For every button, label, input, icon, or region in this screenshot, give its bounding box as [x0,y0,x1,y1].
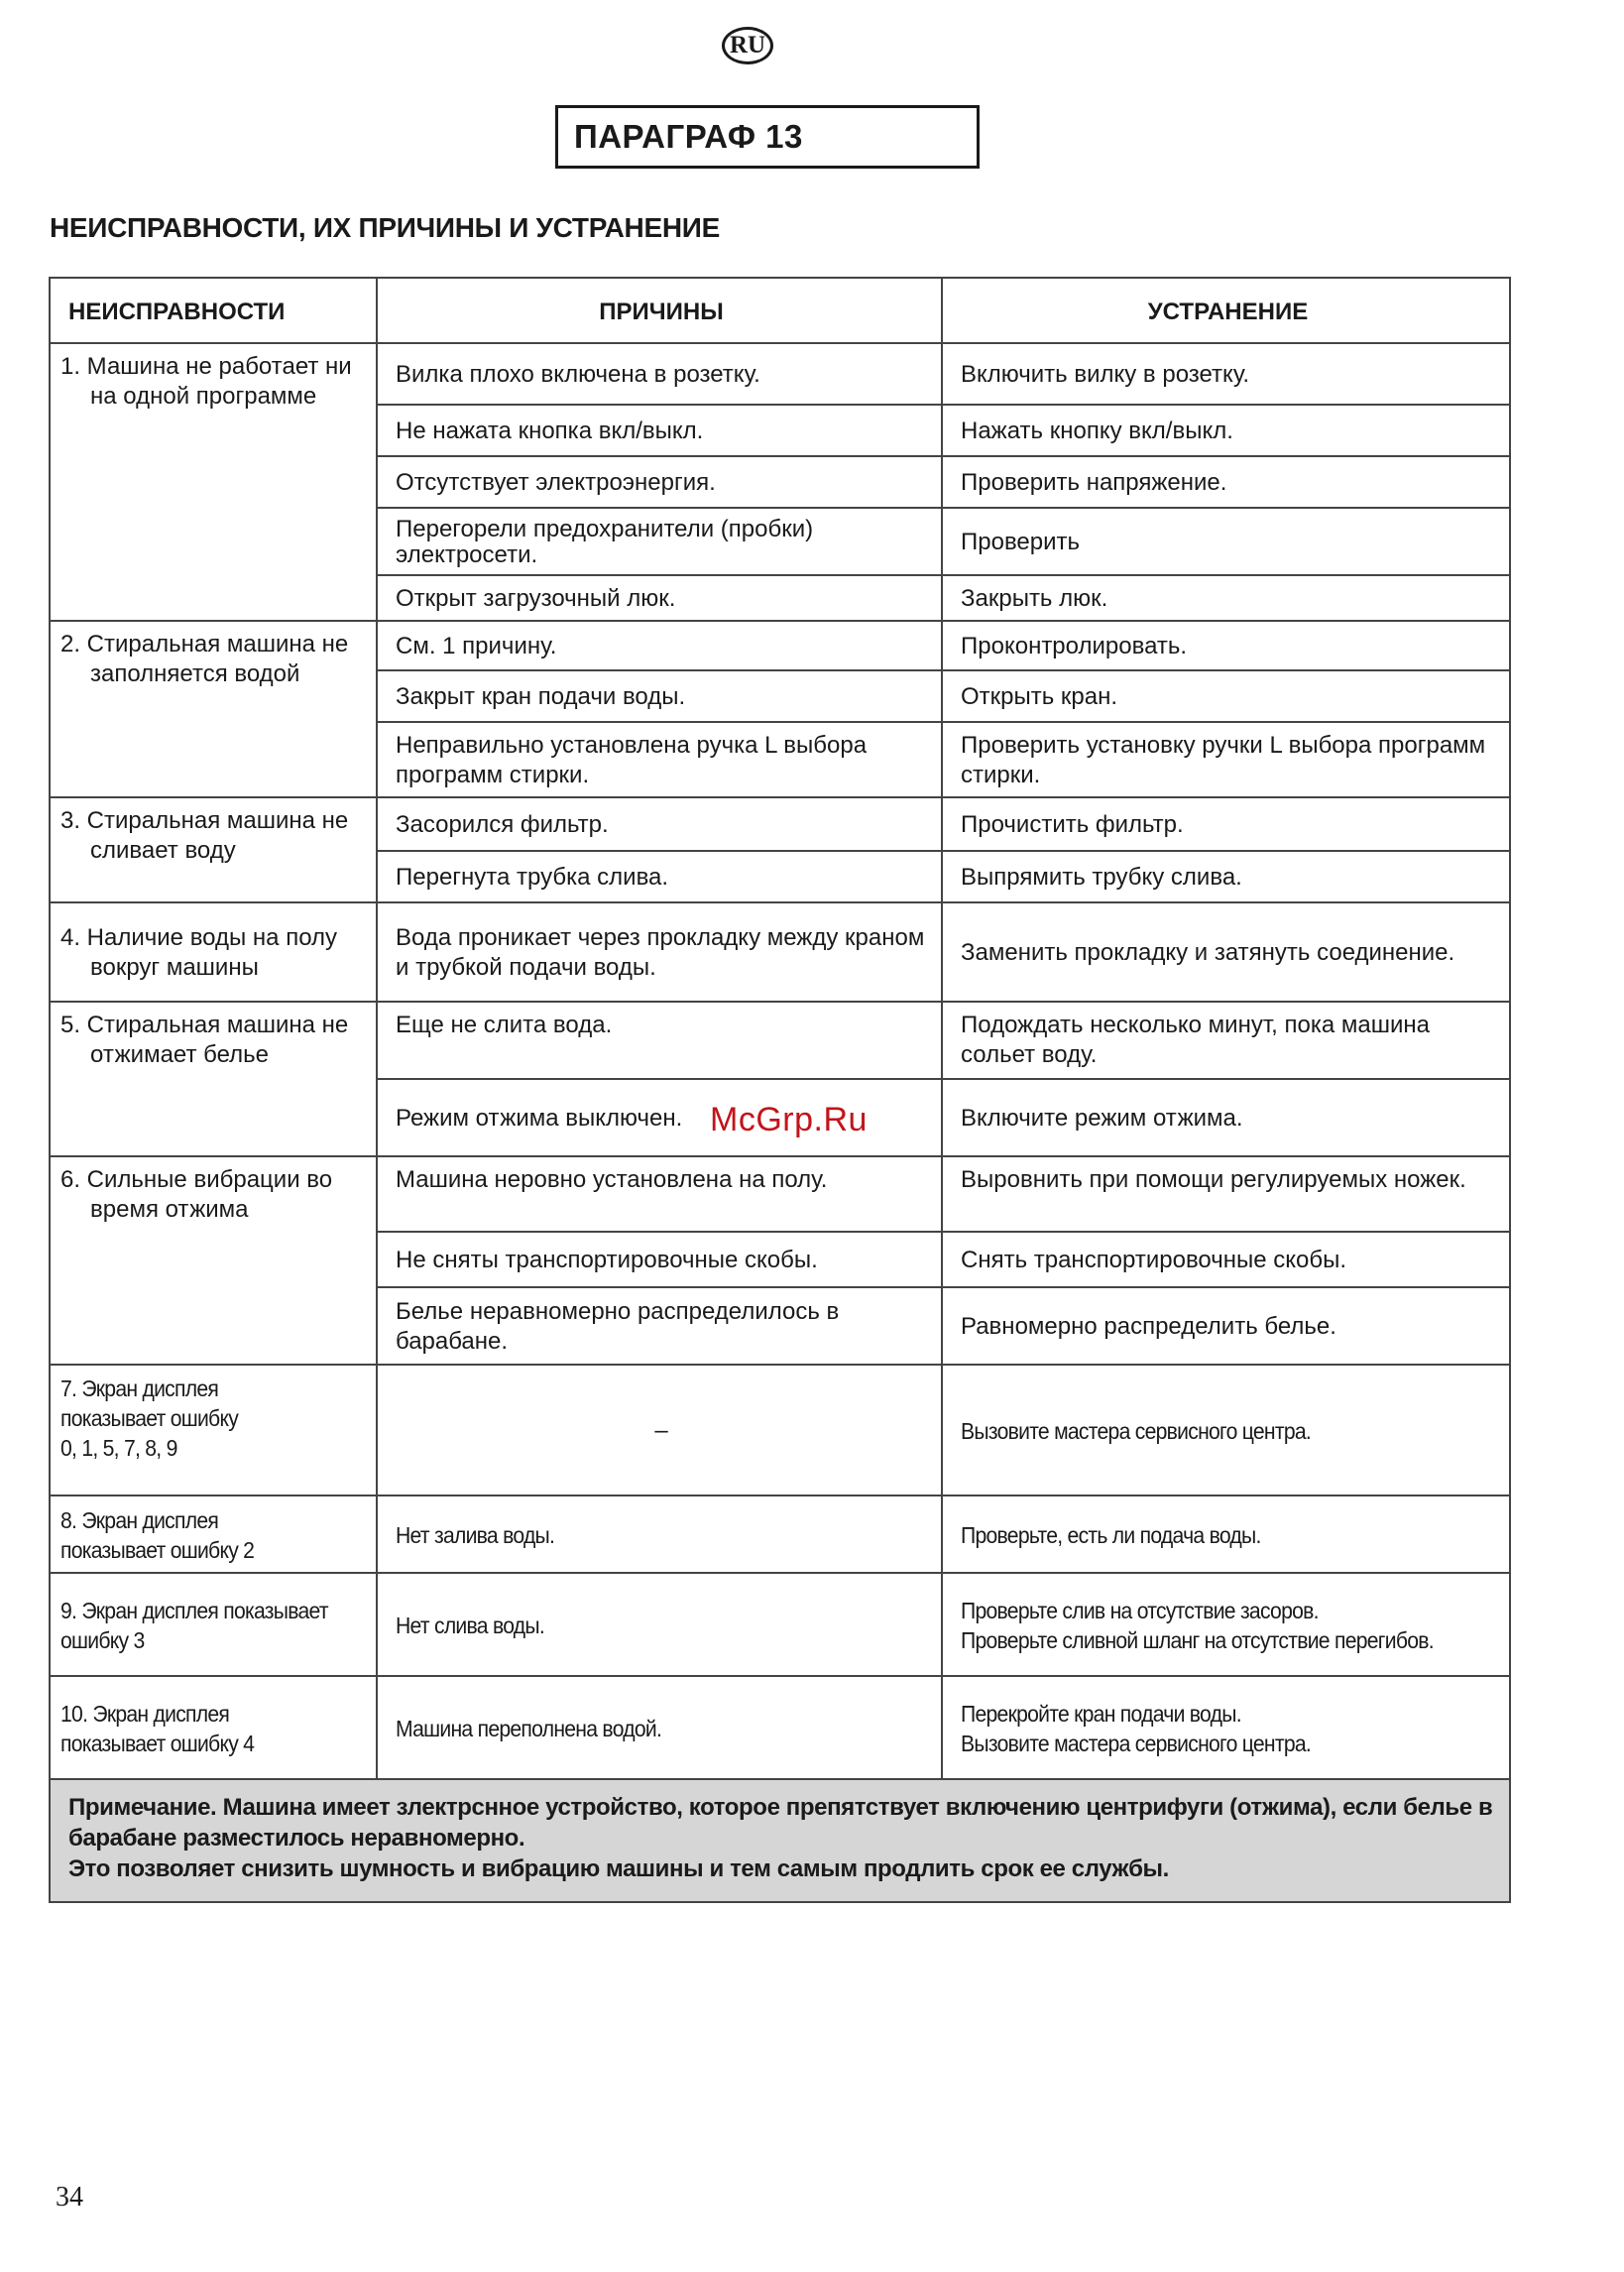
cause-cell: Еще не слита вода. [377,1002,942,1079]
fix-cell: Проверить установку ручки L выбора программ стирки. [942,722,1510,797]
paragraph-title: ПАРАГРАФ 13 [555,105,980,169]
fix-cell [942,1495,1510,1573]
note-row [50,1779,1510,1902]
fault-cell [50,621,377,797]
cause-text: Нет залива воды. [396,1522,555,1548]
cause-cell: Вилка плохо включена в розетку. [377,343,942,405]
fault-cell [50,902,377,1002]
fix-cell: Открыть кран. [942,670,1510,722]
fix-cell: Проверить [942,508,1510,575]
troubleshooting-table [49,277,1511,1903]
fault-text: 6. Сильные вибрации во время отжима [60,1166,333,1223]
fault-cell [50,1573,377,1676]
fix-text: Перекройте кран подачи воды. Вызовите мастера сервисного центра. [961,1701,1312,1756]
fault-text: 4. Наличие воды на полу вокруг машины [60,924,338,981]
note-cell [50,1779,1510,1902]
header-fixes: УСТРАНЕНИЕ [942,278,1510,343]
cause-cell: Открыт загрузочный люк. [377,575,942,621]
note-text-line2: Это позволяет снизить шумность и вибрацию машины и тем самым продлить срок ее службы. [68,1855,1169,1882]
cause-cell: Перегорели предохранители (пробки) электросети. [377,508,942,575]
fix-cell: Равномерно распределить белье. [942,1287,1510,1365]
cause-cell: Перегнута трубка слива. [377,851,942,902]
fix-cell: Нажать кнопку вкл/выкл. [942,405,1510,456]
troubleshooting-table-wrapper [49,277,1509,1903]
cause-text: Машина переполнена водой. [396,1716,662,1741]
cause-cell [377,1676,942,1779]
table-row [50,621,1510,670]
fix-cell: Закрыть люк. [942,575,1510,621]
note-text-line1: Примечание. Машина имеет злектрснное устройство, которое препятствует включению центрифуги (отжима), если белье в барабане разместилось неравномерно. [68,1794,1493,1852]
table-row [50,902,1510,1002]
cause-text: Нет слива воды. [396,1613,545,1638]
table-row [50,1002,1510,1079]
table-row [50,343,1510,405]
table-row [50,1156,1510,1232]
fault-text: 8. Экран дисплея показывает ошибку 2 [60,1507,255,1563]
fault-text: 9. Экран дисплея показывает ошибку 3 [60,1598,328,1653]
cause-cell: Режим отжима выключен. [377,1079,942,1156]
cause-cell [377,1495,942,1573]
fault-text: 7. Экран дисплея показывает ошибку 0, 1, 5, 7, 8, 9 [60,1375,239,1461]
table-row [50,1573,1510,1676]
table-row [50,1365,1510,1495]
fix-cell: Включить вилку в розетку. [942,343,1510,405]
fix-cell: Заменить прокладку и затянуть соединение. [942,902,1510,1002]
fix-cell [942,1573,1510,1676]
fault-cell [50,1495,377,1573]
fault-text: 5. Стиральная машина не отжимает белье [60,1012,349,1068]
fix-cell [942,1365,1510,1495]
fix-cell: Выпрямить трубку слива. [942,851,1510,902]
fault-text: 1. Машина не работает ни на одной программе [60,353,352,410]
cause-cell: Отсутствует электроэнергия. [377,456,942,508]
cause-cell: См. 1 причину. [377,621,942,670]
cause-cell [377,1573,942,1676]
fix-text: Проверьте слив на отсутствие засоров. Проверьте сливной шланг на отсутствие перегибов. [961,1598,1434,1653]
section-title: НЕИСПРАВНОСТИ, ИХ ПРИЧИНЫ И УСТРАНЕНИЕ [50,212,720,243]
cause-cell: Белье неравномерно распределилось в барабане. [377,1287,942,1365]
fault-text: 2. Стиральная машина не заполняется водой [60,631,349,687]
cause-cell: Вода проникает через прокладку между краном и трубкой подачи воды. [377,902,942,1002]
fix-cell: Выровнить при помощи регулируемых ножек. [942,1156,1510,1232]
fault-cell [50,343,377,621]
fix-cell [942,1676,1510,1779]
table-header-row [50,278,1510,343]
fault-cell [50,797,377,902]
header-faults: НЕИСПРАВНОСТИ [50,278,377,343]
cause-cell: Не нажата кнопка вкл/выкл. [377,405,942,456]
fix-cell: Прочистить фильтр. [942,797,1510,851]
fix-cell: Включите режим отжима. [942,1079,1510,1156]
fault-cell [50,1002,377,1156]
fault-text: 10. Экран дисплея показывает ошибку 4 [60,1701,255,1756]
cause-cell: Неправильно установлена ручка L выбора программ стирки. [377,722,942,797]
cause-cell: Не сняты транспортировочные скобы. [377,1232,942,1287]
fix-text: Проверьте, есть ли подача воды. [961,1522,1261,1548]
table-row [50,797,1510,851]
language-badge: RU [722,27,773,64]
fix-cell: Проверить напряжение. [942,456,1510,508]
fault-cell [50,1156,377,1365]
cause-cell: Засорился фильтр. [377,797,942,851]
fix-cell: Проконтролировать. [942,621,1510,670]
cause-cell: – [377,1365,942,1495]
fault-text: 3. Стиральная машина не сливает воду [60,807,349,864]
fix-cell: Подождать несколько минут, пока машина сольет воду. [942,1002,1510,1079]
cause-cell: Закрыт кран подачи воды. [377,670,942,722]
watermark: McGrp.Ru [710,1101,868,1138]
table-row [50,1495,1510,1573]
page-number: 34 [56,2182,83,2212]
table-row [50,1676,1510,1779]
fault-cell [50,1365,377,1495]
cause-cell: Машина неровно установлена на полу. [377,1156,942,1232]
fault-cell [50,1676,377,1779]
header-causes: ПРИЧИНЫ [377,278,942,343]
fix-text: Вызовите мастера сервисного центра. [961,1418,1312,1444]
fix-cell: Снять транспортировочные скобы. [942,1232,1510,1287]
